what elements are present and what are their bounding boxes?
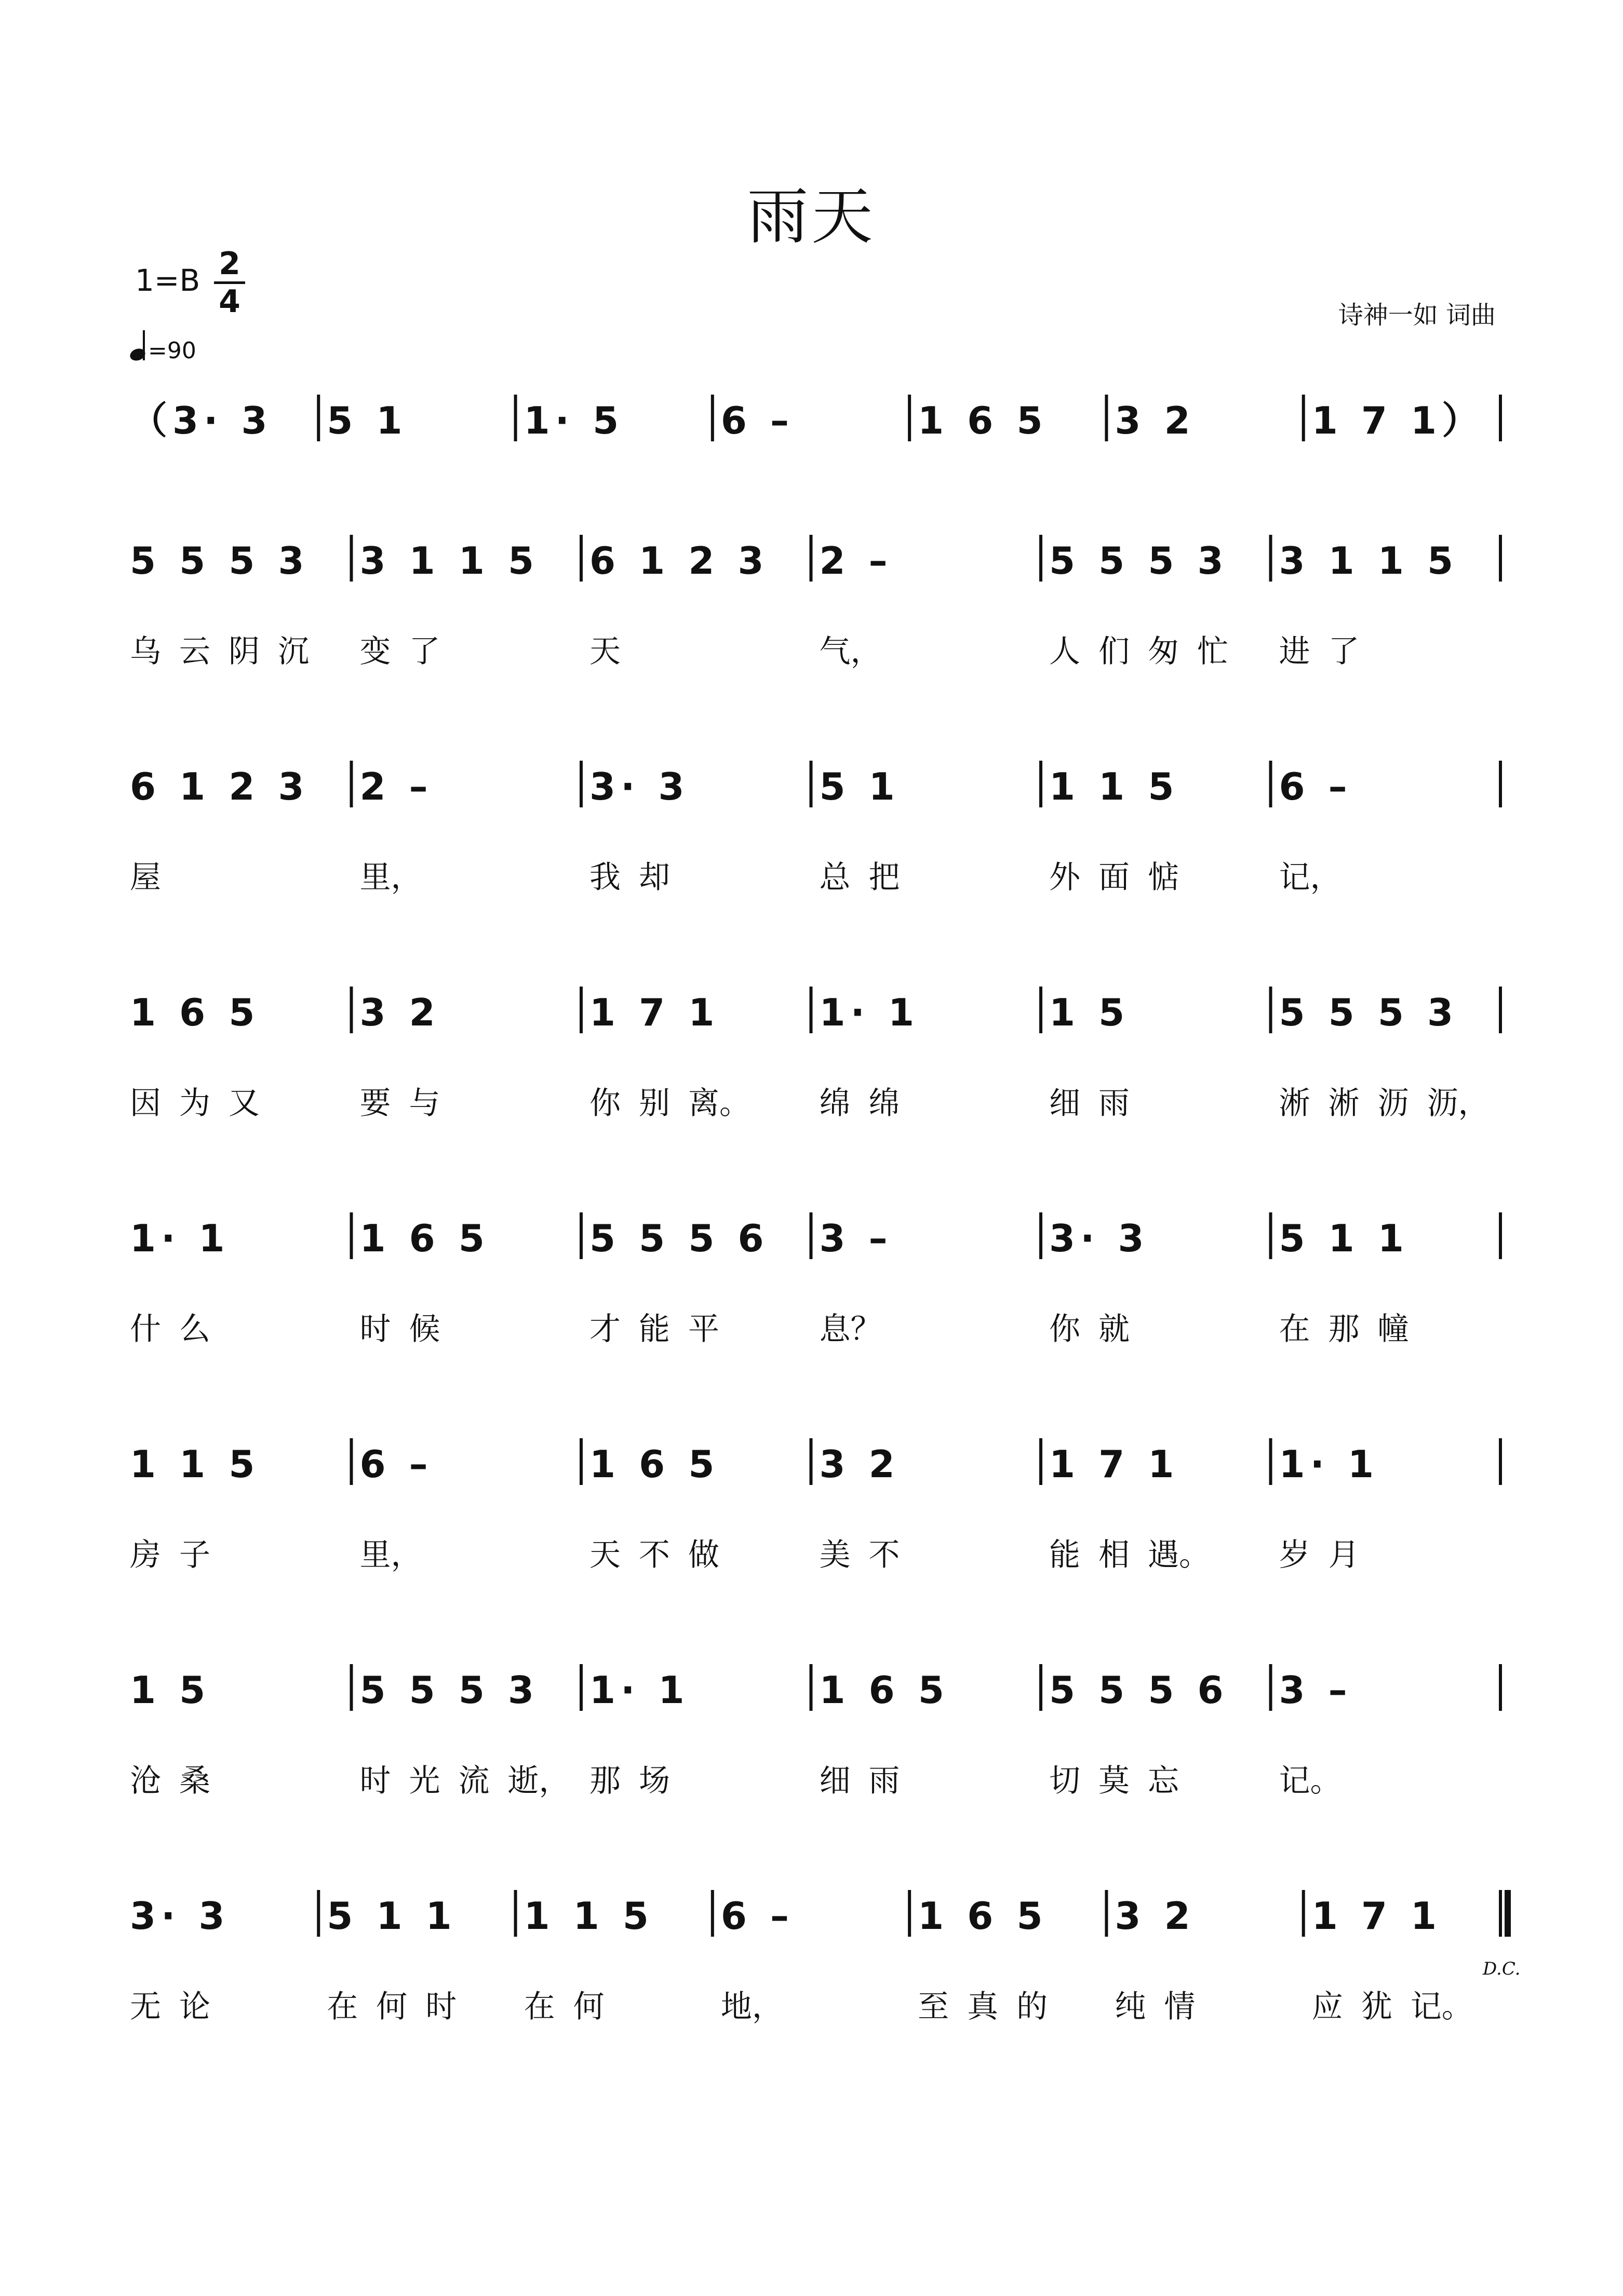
lyric-char: 天 <box>589 633 621 670</box>
measure-notes: 1· 1 <box>589 1668 690 1712</box>
measure-notes: 3 2 <box>1115 1894 1196 1938</box>
lyric-char: 外 <box>1049 859 1080 896</box>
lyric-char: 息？ <box>819 1311 882 1347</box>
measure-notes: 1 1 5 <box>524 1894 654 1938</box>
lyric-char: 天 <box>589 1537 621 1573</box>
lyric-char: 房 <box>130 1537 161 1573</box>
measure-notes: 5 1 <box>327 399 408 442</box>
measure-notes: 1 6 5 <box>589 1442 720 1486</box>
lyric-char: 绵 <box>868 1085 900 1122</box>
lyric-char: 光 <box>409 1763 440 1799</box>
lyric-char: 相 <box>1098 1537 1130 1573</box>
measure-notes: 2 – <box>359 765 433 808</box>
time-signature-top: 2 <box>219 246 240 282</box>
lyric-char: 么 <box>179 1311 210 1347</box>
credit-line: 诗神一如 词曲 <box>1338 301 1496 330</box>
lyric-char: 忙 <box>1197 633 1228 670</box>
lyric-char: 何 <box>376 1989 408 2025</box>
lyric-char: 幢 <box>1377 1311 1409 1347</box>
lyric-char: 因 <box>130 1085 161 1122</box>
lyric-char: 情 <box>1164 1989 1196 2025</box>
measure-notes: 6 – <box>720 1894 795 1938</box>
lyric-char: 惦 <box>1148 859 1179 896</box>
lyric-char: 里， <box>359 859 422 896</box>
lyric-char: 绵 <box>819 1085 851 1122</box>
lyric-char: 岁 <box>1279 1537 1310 1573</box>
lyric-char: 进 <box>1279 633 1310 670</box>
lyric-char: 能 <box>639 1311 670 1347</box>
measure-notes: 6 – <box>720 399 795 442</box>
lyric-char: 真 <box>967 1989 999 2025</box>
lyric-char: 切 <box>1049 1763 1080 1799</box>
lyric-char: 记。 <box>1410 1989 1473 2025</box>
lyric-char: 纯 <box>1115 1989 1146 2025</box>
measure-notes: 1 1 5 <box>130 1442 260 1486</box>
measure-notes: 3· 3 <box>130 1894 230 1938</box>
lyric-char: 那 <box>589 1763 621 1799</box>
lyric-char: 你 <box>1049 1311 1080 1347</box>
tempo-value: =90 <box>148 337 196 364</box>
measure-notes: 6 1 2 3 <box>130 765 310 808</box>
measure-notes: 1 6 5 <box>359 1217 490 1260</box>
lyric-char: 离。 <box>688 1085 750 1122</box>
lyric-char: 流 <box>458 1763 490 1799</box>
measure-notes: 5 1 1 <box>327 1894 457 1938</box>
lyric-char: 雨 <box>868 1763 900 1799</box>
measure-notes: 6 – <box>359 1442 433 1486</box>
measure-notes: 3 2 <box>359 991 440 1034</box>
lyric-char: 变 <box>359 633 391 670</box>
lyric-char: 时 <box>425 1989 457 2025</box>
lyric-char: 无 <box>130 1989 161 2025</box>
lyric-char: 在 <box>524 1989 555 2025</box>
lyric-char: 匆 <box>1148 633 1179 670</box>
measure-notes: 1 7 1 <box>1311 1894 1442 1938</box>
measure-notes: 1· 5 <box>524 399 624 442</box>
measure-notes: 1 7 1 <box>589 991 720 1034</box>
measure-notes: 1 5 <box>130 1668 211 1712</box>
lyric-char: 至 <box>918 1989 949 2025</box>
lyric-char: 月 <box>1328 1537 1360 1573</box>
lyric-char: 们 <box>1098 633 1130 670</box>
lyric-char: 要 <box>359 1085 391 1122</box>
measure-notes: 1 7 1 <box>1049 1442 1179 1486</box>
lyric-char: 才 <box>589 1311 621 1347</box>
song-title: 雨天 <box>747 181 876 252</box>
lyric-char: 在 <box>327 1989 358 2025</box>
lyric-char: 美 <box>819 1537 851 1573</box>
measure-notes: 5 5 5 3 <box>1279 991 1459 1034</box>
lyric-char: 淅 <box>1279 1085 1310 1122</box>
measure-notes: 3 1 1 5 <box>359 539 540 583</box>
lyric-char: 场 <box>639 1763 670 1799</box>
lyric-char: 记。 <box>1279 1763 1342 1799</box>
measure-notes: 3 1 1 5 <box>1279 539 1459 583</box>
measure-notes: 6 – <box>1279 765 1352 808</box>
measure-notes: 3· 3 <box>589 765 690 808</box>
lyric-char: 乌 <box>130 633 161 670</box>
lyric-char: 论 <box>179 1989 210 2025</box>
lyric-char: 了 <box>1328 633 1360 670</box>
measure-notes: 1· 1 <box>819 991 920 1034</box>
measure-notes: 3 – <box>819 1217 893 1260</box>
lyric-char: 做 <box>688 1537 719 1573</box>
lyric-char: 气， <box>819 633 882 670</box>
measure-notes: 5 5 5 6 <box>589 1217 769 1260</box>
lyric-char: 莫 <box>1098 1763 1130 1799</box>
lyric-char: 记， <box>1279 859 1342 896</box>
measure-notes: 3 – <box>1279 1668 1352 1712</box>
lyric-char: 人 <box>1049 633 1080 670</box>
da-capo-marking: D.C. <box>1483 1959 1521 1979</box>
lyric-char: 的 <box>1016 1989 1048 2025</box>
measure-notes: 6 1 2 3 <box>589 539 769 583</box>
lyric-char: 里， <box>359 1537 422 1573</box>
measure-notes: 2 – <box>819 539 893 583</box>
lyric-char: 不 <box>639 1537 670 1573</box>
measure-notes: 1 5 <box>1049 991 1130 1034</box>
measure-notes: 5 1 1 <box>1279 1217 1409 1260</box>
measure-notes: （3· 3 <box>130 399 273 442</box>
lyric-char: 平 <box>688 1311 719 1347</box>
measure-notes: 5 5 5 6 <box>1049 1668 1229 1712</box>
measure-notes: 1· 1 <box>1279 1442 1379 1486</box>
lyric-char: 沥 <box>1377 1085 1409 1122</box>
lyric-char: 总 <box>819 859 851 896</box>
measure-notes: 3· 3 <box>1049 1217 1149 1260</box>
lyric-char: 又 <box>229 1085 260 1122</box>
measure-notes: 1 6 5 <box>918 1894 1048 1938</box>
lyric-char: 我 <box>589 859 621 896</box>
lyric-char: 你 <box>589 1085 621 1122</box>
lyric-char: 子 <box>179 1537 210 1573</box>
lyric-char: 却 <box>639 859 670 896</box>
measure-notes: 1 6 5 <box>819 1668 949 1712</box>
lyric-char: 应 <box>1311 1989 1343 2025</box>
lyric-char: 犹 <box>1361 1989 1392 2025</box>
lyric-char: 桑 <box>179 1763 210 1799</box>
lyric-char: 忘 <box>1148 1763 1179 1799</box>
lyric-char: 在 <box>1279 1311 1310 1347</box>
lyric-char: 屋 <box>130 859 161 896</box>
lyric-char: 遇。 <box>1148 1537 1210 1573</box>
lyric-char: 细 <box>819 1763 851 1799</box>
measure-notes: 1 1 5 <box>1049 765 1179 808</box>
measure-notes: 5 5 5 3 <box>130 539 310 583</box>
lyric-char: 为 <box>179 1085 210 1122</box>
measure-notes: 1 7 1） <box>1311 399 1485 442</box>
lyric-char: 雨 <box>1098 1085 1130 1122</box>
lyric-char: 何 <box>573 1989 605 2025</box>
lyric-char: 什 <box>130 1311 161 1347</box>
time-signature-bottom: 4 <box>219 283 240 320</box>
lyric-char: 地， <box>720 1989 783 2025</box>
measure-notes: 5 1 <box>819 765 900 808</box>
lyric-char: 把 <box>868 859 900 896</box>
lyric-char: 就 <box>1098 1311 1130 1347</box>
lyric-char: 逝， <box>507 1763 570 1799</box>
lyric-char: 云 <box>179 633 210 670</box>
lyric-char: 时 <box>359 1763 391 1799</box>
measure-notes: 1 6 5 <box>130 991 260 1034</box>
lyric-char: 细 <box>1049 1085 1080 1122</box>
lyric-char: 时 <box>359 1311 391 1347</box>
lyric-char: 沧 <box>130 1763 161 1799</box>
lyric-char: 不 <box>868 1537 900 1573</box>
lyric-char: 面 <box>1098 859 1130 896</box>
lyric-char: 沉 <box>278 633 309 670</box>
lyric-char: 了 <box>409 633 440 670</box>
lyric-char: 别 <box>639 1085 670 1122</box>
measure-notes: 3 2 <box>819 1442 900 1486</box>
lyric-char: 与 <box>409 1085 440 1122</box>
lyric-char: 沥， <box>1427 1085 1490 1122</box>
measure-notes: 3 2 <box>1115 399 1196 442</box>
lyric-char: 能 <box>1049 1537 1080 1573</box>
measure-notes: 1· 1 <box>130 1217 230 1260</box>
lyric-char: 淅 <box>1328 1085 1360 1122</box>
measure-notes: 5 5 5 3 <box>1049 539 1229 583</box>
measure-notes: 5 5 5 3 <box>359 1668 540 1712</box>
lyric-char: 候 <box>409 1311 440 1347</box>
key-signature: 1=B <box>135 263 200 298</box>
lyric-char: 阴 <box>229 633 260 670</box>
lyric-char: 那 <box>1328 1311 1360 1347</box>
measure-notes: 1 6 5 <box>918 399 1048 442</box>
